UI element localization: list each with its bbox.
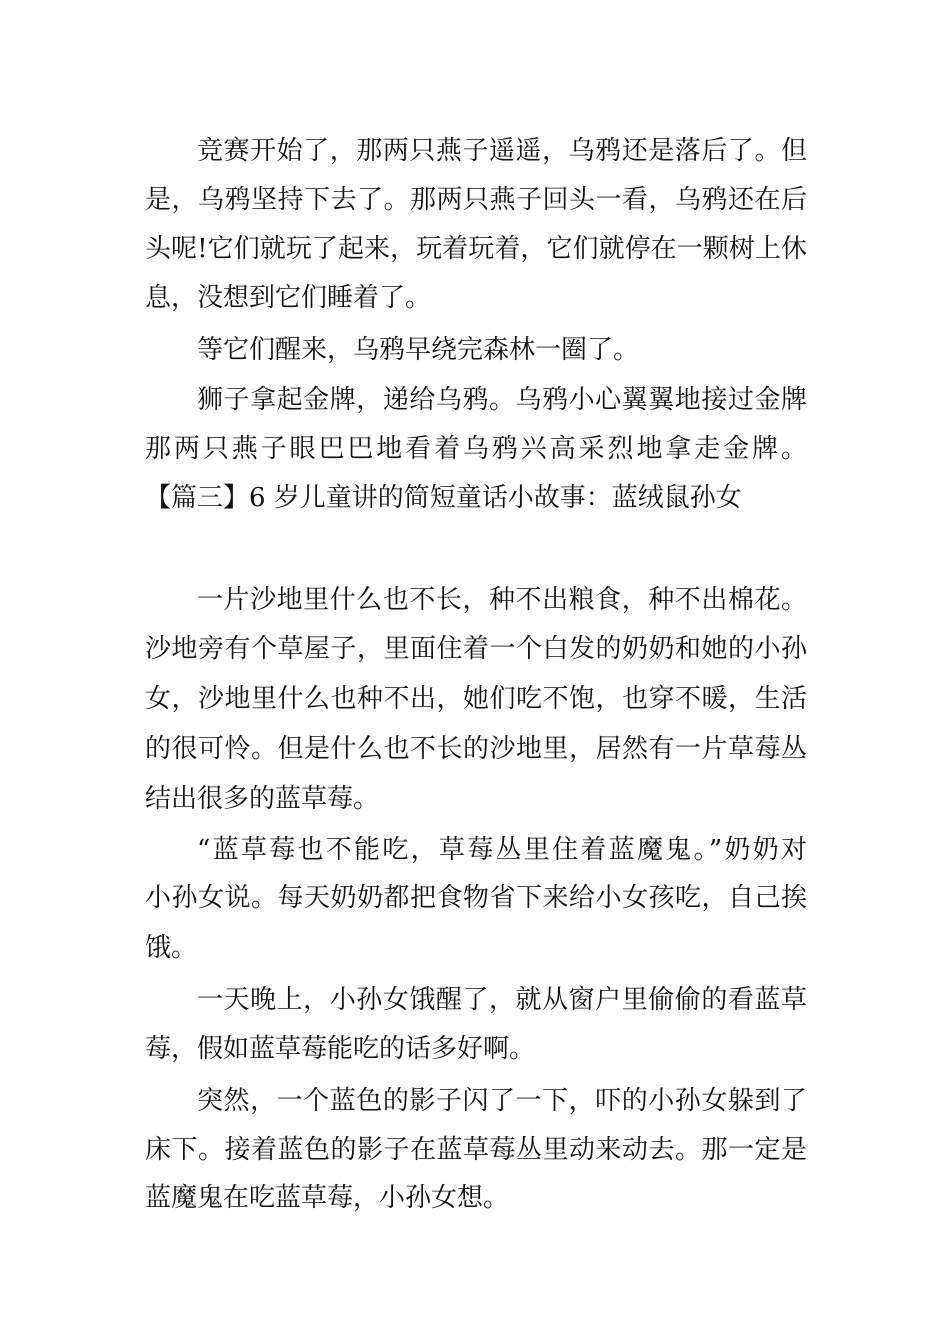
paragraph-line: 结出很多的蓝草莓。 [145, 784, 380, 814]
paragraph-line: 沙地旁有个草屋子，里面住着一个白发的奶奶和她的小孙 [145, 634, 807, 664]
paragraph-line: 突然，一个蓝色的影子闪了一下，吓的小孙女躲到了 [197, 1086, 807, 1116]
paragraph-line: 狮子拿起金牌，递给乌鸦。乌鸦小心翼翼地接过金牌 [197, 385, 807, 415]
paragraph-line: 那两只燕子眼巴巴地看着乌鸦兴高采烈地拿走金牌。 [145, 434, 807, 464]
paragraph-line: 一天晚上，小孙女饿醒了，就从窗户里偷偷的看蓝草 [197, 985, 807, 1015]
paragraph-line: 一片沙地里什么也不长，种不出粮食，种不出棉花。 [197, 585, 807, 615]
paragraph-line: “蓝草莓也不能吃，草莓丛里住着蓝魔鬼。”奶奶对 [197, 835, 807, 865]
paragraph-line: 莓，假如蓝草莓能吃的话多好啊。 [145, 1034, 536, 1064]
paragraph-line: 的很可怜。但是什么也不长的沙地里，居然有一片草莓丛 [145, 734, 807, 764]
paragraph-line: 头呢!它们就玩了起来，玩着玩着，它们就停在一颗树上休 [145, 234, 807, 264]
section-heading: 【篇三】6 岁儿童讲的简短童话小故事：蓝绒鼠孙女 [145, 483, 742, 513]
paragraph-line: 是，乌鸦坚持下去了。那两只燕子回头一看，乌鸦还在后 [145, 185, 807, 215]
paragraph-line: 女，沙地里什么也种不出，她们吃不饱，也穿不暖，生活 [145, 684, 807, 714]
paragraph-line: 蓝魔鬼在吃蓝草莓，小孙女想。 [145, 1183, 510, 1213]
paragraph-line: 床下。接着蓝色的影子在蓝草莓丛里动来动去。那一定是 [145, 1135, 807, 1165]
paragraph-line: 小孙女说。每天奶奶都把食物省下来给小女孩吃，自己挨 [145, 883, 807, 913]
paragraph-line: 息，没想到它们睡着了。 [145, 283, 432, 313]
paragraph-line: 饿。 [145, 933, 198, 963]
paragraph-line: 等它们醒来，乌鸦早绕完森林一圈了。 [197, 335, 640, 365]
paragraph-line: 竞赛开始了，那两只燕子遥遥，乌鸦还是落后了。但 [197, 136, 807, 166]
